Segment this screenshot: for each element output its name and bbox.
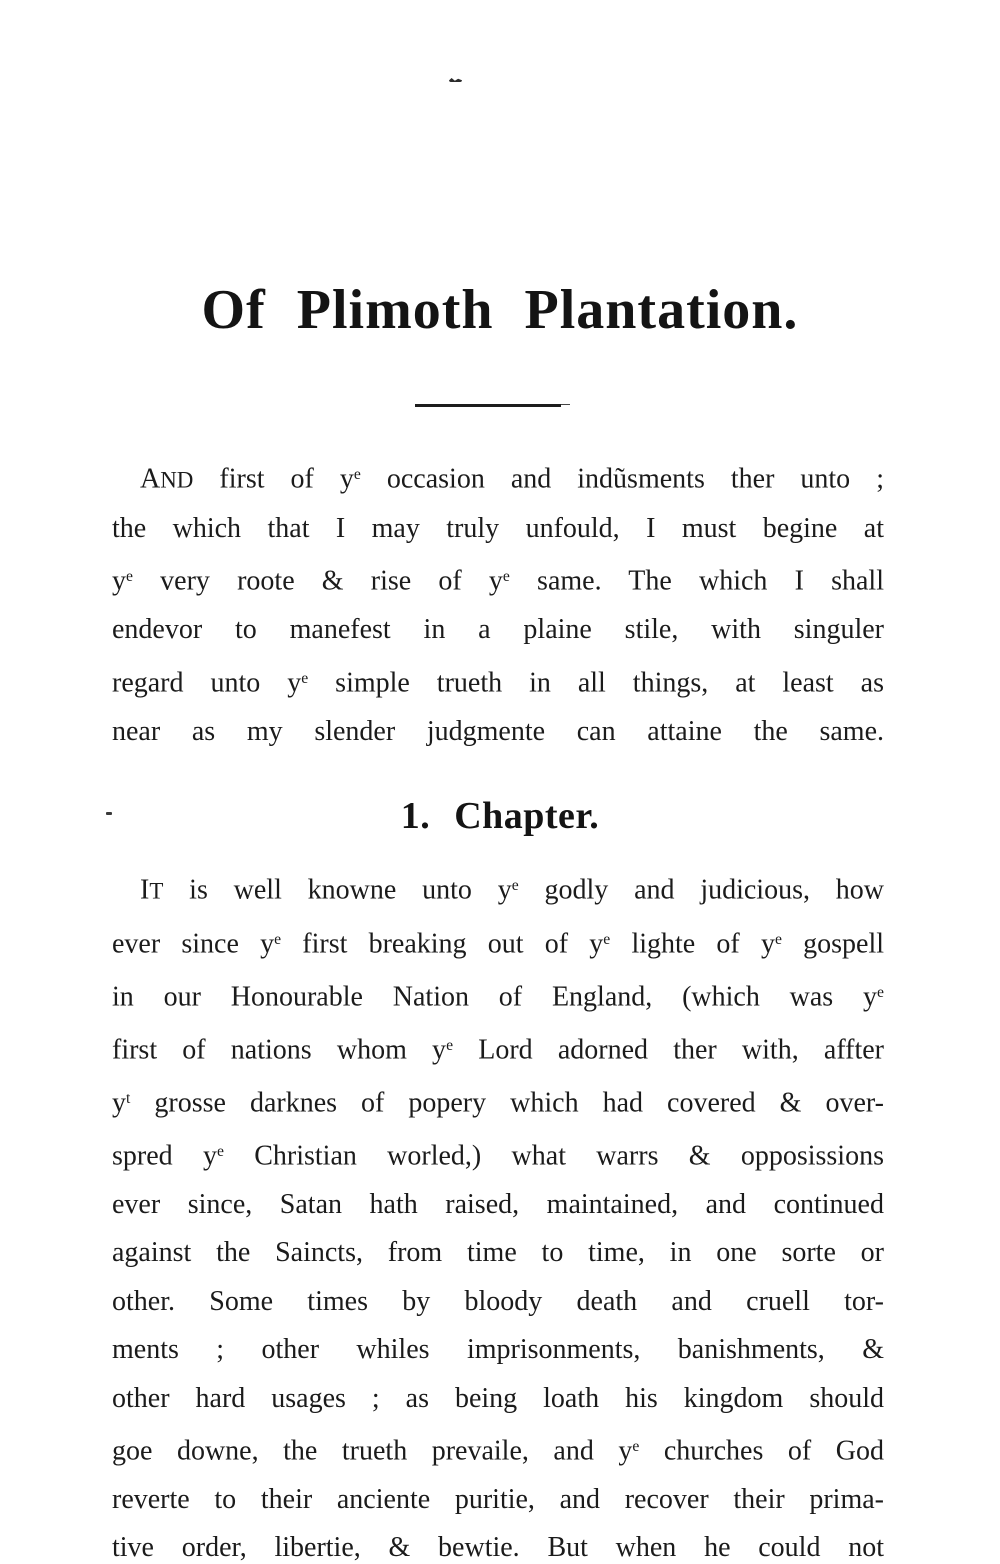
text-line: near as my slender judgmente can attaine the same. bbox=[112, 715, 884, 747]
opening-paragraph bbox=[112, 451, 884, 756]
text-line: ever since $y^e$ first breaking out of $y^e$ lighte of $y^e$ gospell bbox=[112, 928, 885, 960]
text-line: ments ; other whiles imprisonments, banishments, & bbox=[112, 1334, 884, 1366]
scan-speck-left-icon bbox=[106, 812, 112, 815]
text-line: in our Honourable Nation of England, (which was $y^e$ bbox=[112, 981, 884, 1013]
text-line: ever since, Satan hath raised, maintained, and continued bbox=[112, 1188, 884, 1220]
text-line: regard unto $y^e$ simple trueth in all things, at least as bbox=[112, 667, 884, 699]
chapter-paragraph bbox=[112, 862, 884, 1564]
text-line: the which that I may truly unfould, I must begine at bbox=[112, 513, 884, 545]
text-line: other. Some times by bloody death and cruell tor- bbox=[112, 1285, 884, 1317]
text-line: $y^e$ very roote & rise of $y^e$ same. The which I shall bbox=[112, 566, 884, 598]
text-line: goe downe, the trueth prevaile, and $y^e$ churches of God bbox=[112, 1435, 884, 1467]
text-line: first of nations whom $y^e$ Lord adorned ther with, affter bbox=[112, 1034, 884, 1066]
text-line: tive order, libertie, & bewtie. But when he could not bbox=[112, 1532, 884, 1564]
text-line: spred $y^e$ Christian worled,) what warrs & opposissions bbox=[112, 1140, 884, 1172]
text-line: IT is well knowne unto $y^e$ godly and judicious, how bbox=[140, 874, 885, 906]
title-divider bbox=[415, 404, 561, 407]
page-title: Of Plimoth Plantation. bbox=[201, 279, 799, 341]
text-line: $y^t$ grosse darknes of popery which had covered & over- bbox=[112, 1087, 884, 1119]
chapter-heading: 1. Chapter. bbox=[400, 795, 600, 838]
text-line: endevor to manefest in a plaine stile, with singuler bbox=[112, 614, 884, 646]
text-line: AND first of $y^e$ occasion and indũsments ther unto ; bbox=[140, 463, 884, 495]
text-line: against the Saincts, from time to time, in one sorte or bbox=[112, 1237, 884, 1269]
text-line: reverte to their anciente puritie, and recover their prima- bbox=[112, 1484, 884, 1515]
scan-speck-top-icon bbox=[449, 78, 462, 82]
text-line: other hard usages ; as being loath his kingdom should bbox=[112, 1382, 884, 1414]
